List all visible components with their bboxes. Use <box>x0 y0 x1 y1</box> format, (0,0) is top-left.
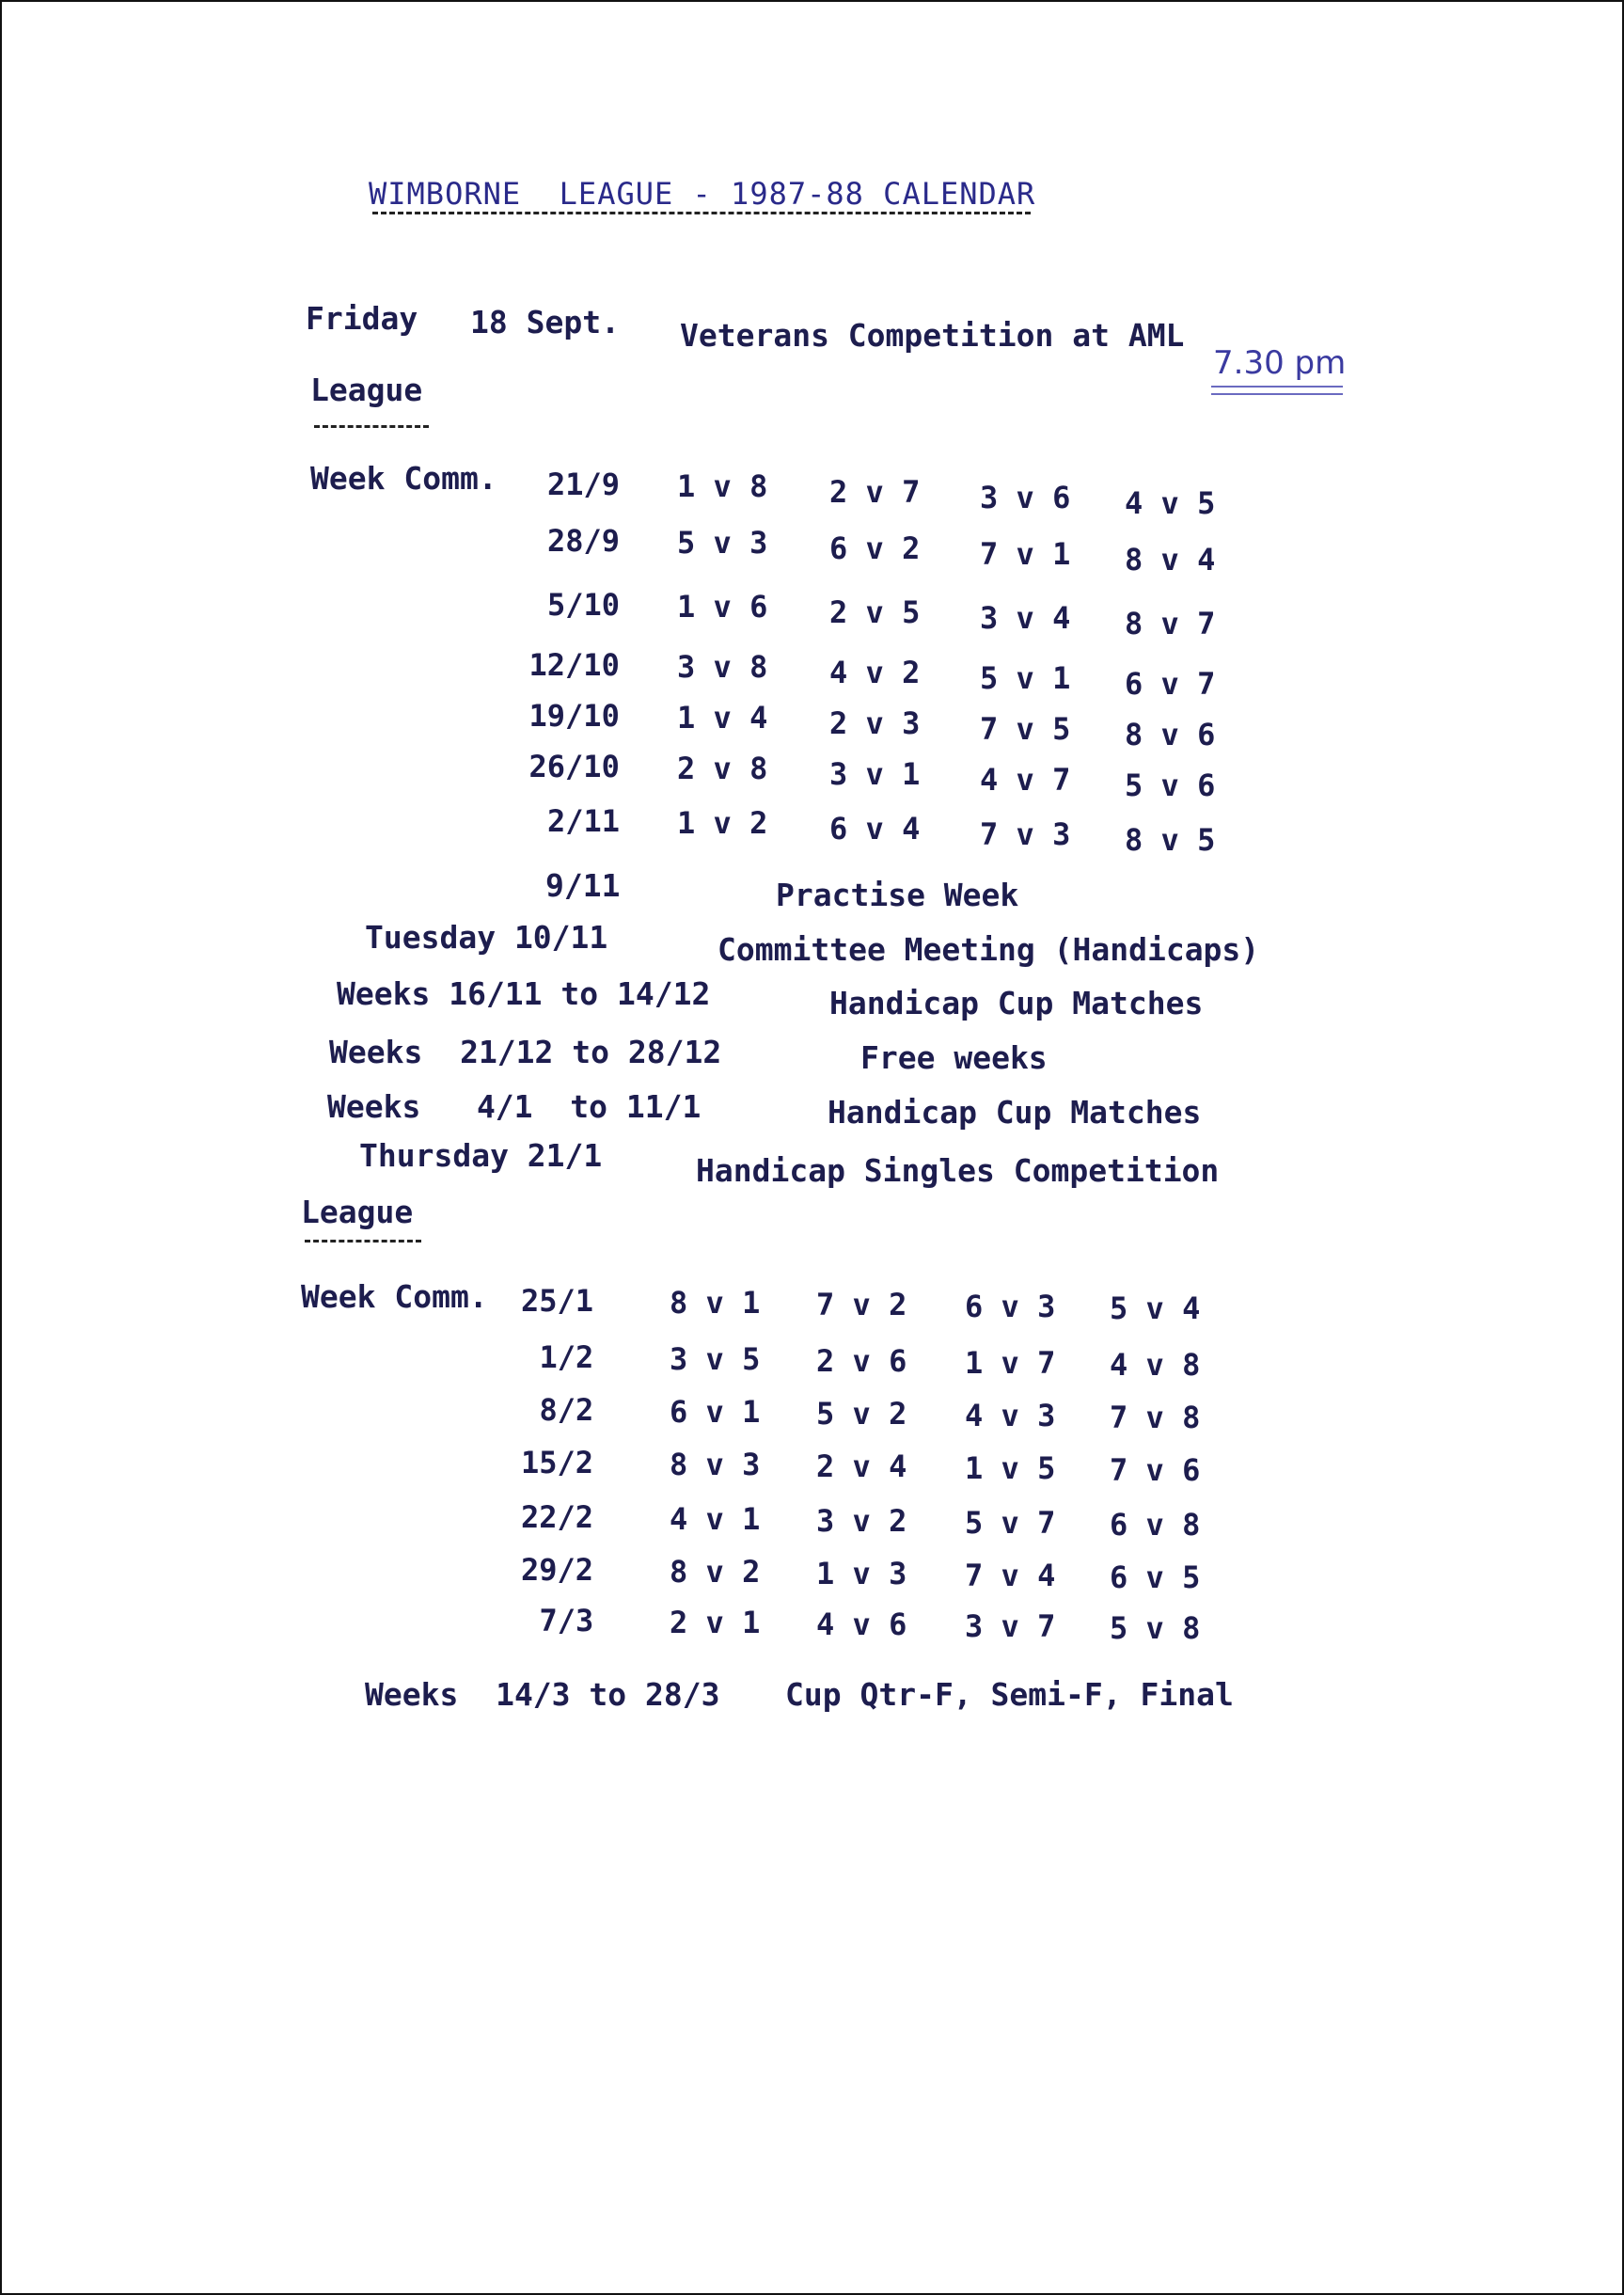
event-what: Free weeks <box>860 1039 1048 1076</box>
fixture-date: 12/10 <box>528 647 620 683</box>
fixture-match: 7 v 3 <box>980 816 1071 852</box>
fixture-date: 22/2 <box>521 1499 594 1535</box>
fixture-match: 4 v 3 <box>965 1398 1056 1433</box>
fixture-match: 5 v 7 <box>965 1505 1056 1541</box>
fixture-match: 8 v 6 <box>1125 717 1216 752</box>
league-heading-2-underline <box>305 1240 421 1242</box>
event-day: Friday <box>306 300 418 337</box>
fixture-date: 21/9 <box>547 467 621 502</box>
fixture-match: 8 v 5 <box>1125 822 1216 858</box>
event-what: Handicap Cup Matches <box>828 1094 1202 1131</box>
fixture-match: 1 v 6 <box>677 589 768 625</box>
fixture-match: 4 v 6 <box>816 1606 907 1642</box>
fixture-match: 7 v 1 <box>980 536 1071 572</box>
week-comm-label-2: Week Comm. <box>301 1278 488 1315</box>
fixture-match: 3 v 5 <box>670 1341 761 1377</box>
event-when: Tuesday 10/11 <box>365 919 608 956</box>
event-date: 18 Sept. <box>470 304 620 340</box>
fixture-match: 7 v 8 <box>1110 1400 1201 1435</box>
fixture-match: 7 v 2 <box>816 1287 907 1322</box>
final-event-what: Cup Qtr-F, Semi-F, Final <box>785 1676 1234 1713</box>
event-description: Veterans Competition at AML <box>680 317 1185 354</box>
fixture-match: 1 v 5 <box>965 1450 1056 1486</box>
fixture-date: 19/10 <box>528 698 620 734</box>
fixture-match: 8 v 4 <box>1125 542 1216 578</box>
league-heading-2: League <box>301 1194 414 1230</box>
fixture-match: 6 v 1 <box>670 1394 761 1430</box>
fixture-match: 5 v 1 <box>980 660 1071 696</box>
fixture-date: 8/2 <box>539 1392 594 1428</box>
event-what: Handicap Cup Matches <box>829 985 1204 1021</box>
fixture-match: 5 v 8 <box>1110 1610 1201 1646</box>
fixture-match: 5 v 2 <box>816 1396 907 1432</box>
fixture-match: 2 v 7 <box>829 474 921 510</box>
fixture-match: 2 v 5 <box>829 594 921 630</box>
event-when: Thursday 21/1 <box>359 1137 603 1174</box>
final-event-when: Weeks 14/3 to 28/3 <box>365 1676 720 1713</box>
fixture-match: 4 v 8 <box>1110 1347 1201 1383</box>
fixture-date: 25/1 <box>521 1283 594 1319</box>
fixture-match: 2 v 8 <box>677 751 768 786</box>
document-title: WIMBORNE LEAGUE - 1987-88 CALENDAR <box>369 176 1036 212</box>
time-underline-2 <box>1211 393 1343 395</box>
fixture-date: 5/10 <box>547 587 621 623</box>
fixture-match: 3 v 8 <box>677 649 768 685</box>
fixture-match: 6 v 5 <box>1110 1559 1201 1595</box>
fixture-match: 7 v 5 <box>980 711 1071 747</box>
fixture-match: 1 v 8 <box>677 468 768 504</box>
fixture-date: 7/3 <box>539 1603 594 1638</box>
fixture-match: 8 v 3 <box>670 1447 761 1482</box>
fixture-match: 6 v 2 <box>829 530 921 566</box>
fixture-match: 5 v 3 <box>677 525 768 561</box>
league-heading-1-underline <box>314 425 429 428</box>
event-when: Weeks 4/1 to 11/1 <box>327 1088 702 1125</box>
fixture-date: 2/11 <box>547 803 621 839</box>
fixture-match: 2 v 4 <box>816 1448 907 1484</box>
event-when: Weeks 21/12 to 28/12 <box>329 1034 722 1070</box>
fixture-match: 6 v 7 <box>1125 666 1216 702</box>
league-heading-1: League <box>310 372 423 408</box>
week-comm-label-1: Week Comm. <box>310 460 497 497</box>
fixture-date: 28/9 <box>547 523 621 559</box>
event-what: Practise Week <box>776 877 1019 913</box>
fixture-match: 7 v 4 <box>965 1558 1056 1593</box>
fixture-match: 1 v 2 <box>677 805 768 841</box>
fixture-match: 3 v 4 <box>980 600 1071 636</box>
fixture-match: 6 v 8 <box>1110 1507 1201 1543</box>
fixture-match: 4 v 1 <box>670 1501 761 1537</box>
fixture-match: 4 v 5 <box>1125 485 1216 521</box>
fixture-match: 3 v 2 <box>816 1503 907 1539</box>
fixture-match: 1 v 7 <box>965 1345 1056 1381</box>
fixture-match: 3 v 6 <box>980 480 1071 515</box>
fixture-match: 4 v 2 <box>829 655 921 690</box>
fixture-match: 2 v 1 <box>670 1605 761 1640</box>
fixture-date: 26/10 <box>528 749 620 784</box>
event-what: Committee Meeting (Handicaps) <box>717 931 1260 968</box>
title-underline <box>372 212 1031 214</box>
fixture-match: 1 v 4 <box>677 700 768 736</box>
fixture-match: 4 v 7 <box>980 762 1071 798</box>
fixture-match: 3 v 7 <box>965 1608 1056 1644</box>
fixture-match: 8 v 7 <box>1125 606 1216 641</box>
fixture-match: 5 v 4 <box>1110 1290 1201 1326</box>
event-what: Handicap Singles Competition <box>696 1152 1220 1189</box>
fixture-match: 7 v 6 <box>1110 1452 1201 1488</box>
fixture-match: 5 v 6 <box>1125 768 1216 803</box>
fixture-match: 8 v 1 <box>670 1285 761 1321</box>
fixture-match: 3 v 1 <box>829 756 921 792</box>
fixture-date: 1/2 <box>539 1339 594 1375</box>
time-underline <box>1211 386 1343 388</box>
event-time: 7.30 pm <box>1213 344 1347 382</box>
event-when: 9/11 <box>545 867 621 904</box>
fixture-match: 8 v 2 <box>670 1554 761 1590</box>
fixture-match: 2 v 6 <box>816 1343 907 1379</box>
fixture-match: 2 v 3 <box>829 705 921 741</box>
fixture-match: 6 v 3 <box>965 1289 1056 1324</box>
fixture-date: 15/2 <box>521 1445 594 1480</box>
fixture-match: 1 v 3 <box>816 1556 907 1591</box>
fixture-match: 6 v 4 <box>829 811 921 847</box>
event-when: Weeks 16/11 to 14/12 <box>337 975 711 1012</box>
fixture-date: 29/2 <box>521 1552 594 1588</box>
